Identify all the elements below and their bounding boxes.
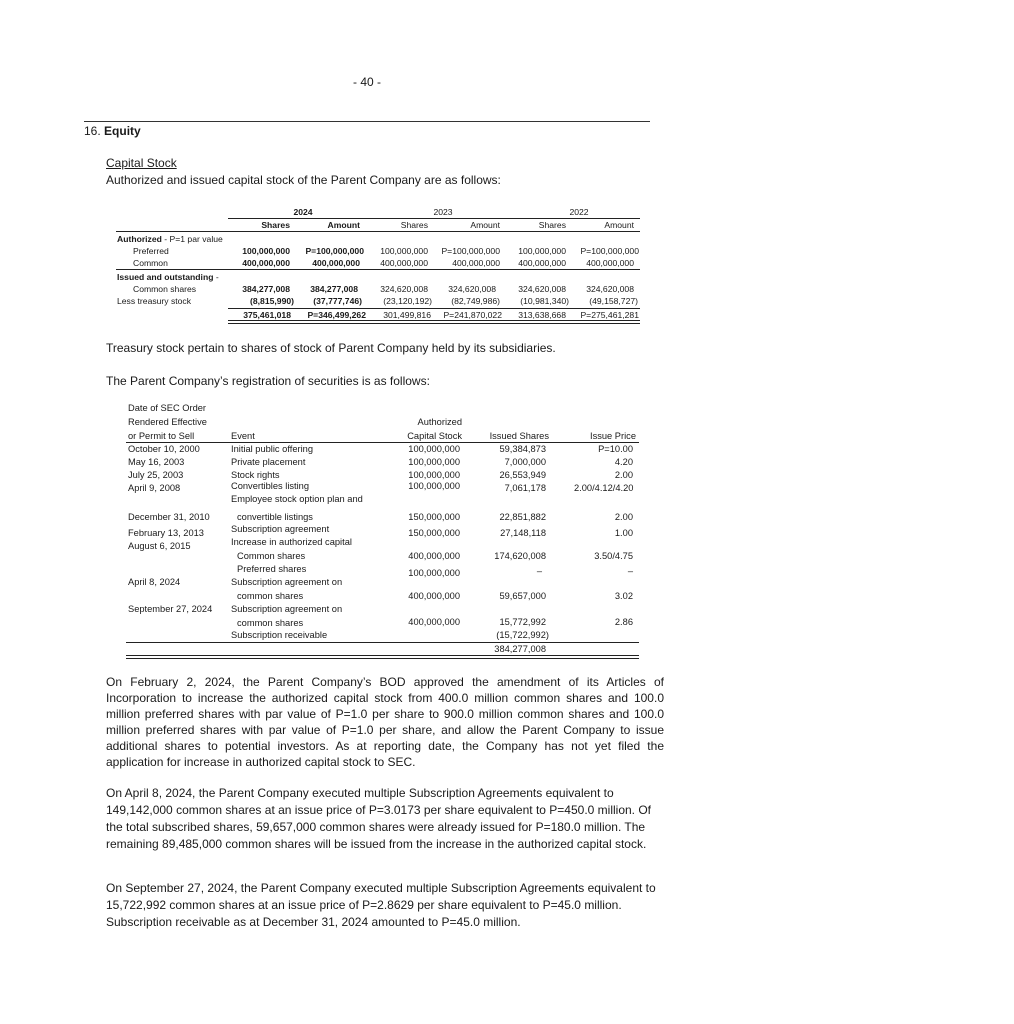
row-event: convertible listings — [237, 512, 313, 522]
cell: (8,815,990) — [250, 296, 294, 306]
row-price: P=10.00 — [598, 444, 633, 454]
cell: 100,000,000 — [518, 246, 566, 256]
cell: 324,620,008 — [448, 284, 496, 294]
page-number: - 40 - — [352, 75, 381, 89]
row-event: Stock rights — [231, 470, 280, 480]
april-paragraph: On April 8, 2024, the Parent Company executed multiple Subscription Agreements equivalent to 149,142,000 common shares at an issue price of P=3.0173 per share equivalent to P=450.0 million. Of the total subscribed shares, 59,657,000 common shares were already issued for P=180.0 million. The remaining 89,485,000 common shares will be issued from the increase in the authorized capital stock. — [106, 786, 652, 851]
header-price: Issue Price — [590, 431, 636, 441]
row-issued: – — [536, 566, 542, 576]
amendment-paragraph: On February 2, 2024, the Parent Company’s BOD approved the amendment of its Articles of Incorporation to increase the authorized capital stock from 400.0 million common shares and 100.0 million preferred shares with par value of P=1.0 per share to 900.0 million common shares and 100.0 million preferred shares with par value of P=1.0 per share, and allow the Parent Company to issue additional shares to potential investors. As at reporting date, the Company has not yet filed the application for increase in authorized capital stock to SEC. — [106, 675, 664, 769]
col-shares-2024: Shares — [261, 220, 290, 230]
header-rule — [84, 121, 650, 122]
cell: 100,000,000 — [242, 246, 290, 256]
authorized-label: Authorized - P=1 par value — [117, 234, 223, 244]
header-auth-l2: Capital Stock — [407, 431, 462, 441]
cell: 301,499,816 — [383, 310, 431, 320]
total-double-rule — [126, 655, 639, 659]
row-auth: 400,000,000 — [408, 551, 460, 561]
row-issued: 15,772,992 — [499, 617, 546, 627]
header-underline — [228, 218, 640, 219]
cell: (49,158,727) — [589, 296, 638, 306]
row-event: common shares — [237, 591, 304, 601]
cell: 324,620,008 — [586, 284, 634, 294]
row-event: Common shares — [237, 551, 306, 561]
cell: P=275,461,281 — [580, 310, 639, 320]
year-header-2023: 2023 — [433, 207, 453, 217]
cell: 400,000,000 — [586, 258, 634, 268]
cell: 384,277,008 — [242, 284, 290, 294]
cell: P=100,000,000 — [305, 246, 364, 256]
registration-intro: The Parent Company’s registration of securities is as follows: — [106, 374, 430, 388]
row-event: Increase in authorized capital — [231, 537, 352, 547]
row-event: common shares — [237, 618, 304, 628]
row-price: 2.00 — [614, 512, 633, 522]
treasury-note: Treasury stock pertain to shares of stock of Parent Company held by its subsidiaries. — [106, 341, 556, 355]
year-header-2024: 2024 — [293, 207, 313, 217]
cell: 400,000,000 — [380, 258, 428, 268]
row-issued: 7,000,000 — [504, 457, 546, 467]
row-event: Subscription receivable — [231, 630, 328, 640]
row-issued: 22,851,882 — [499, 512, 546, 522]
common-label: Common — [133, 258, 168, 268]
col-shares-2022: Shares — [538, 220, 566, 230]
row-price: 4.20 — [614, 457, 633, 467]
row-price: 2.86 — [614, 617, 633, 627]
cell: 324,620,008 — [518, 284, 566, 294]
total-issued: 384,277,008 — [494, 644, 546, 654]
subtotal-rule — [228, 308, 640, 309]
row-auth: 100,000,000 — [408, 481, 460, 491]
row-auth: 400,000,000 — [408, 591, 460, 601]
row-event: Employee stock option plan and — [231, 494, 363, 504]
cell: 375,461,018 — [243, 310, 291, 320]
row-date: July 25, 2003 — [128, 470, 184, 480]
row-auth: 400,000,000 — [408, 617, 460, 627]
row-date: April 9, 2008 — [128, 483, 181, 493]
col-shares-2023: Shares — [400, 220, 428, 230]
header-underline — [126, 442, 639, 443]
issued-label: Issued and outstanding - — [117, 272, 219, 282]
cell: 313,638,668 — [518, 310, 566, 320]
row-issued: 27,148,118 — [500, 528, 546, 538]
total-double-rule — [228, 320, 640, 324]
row-issued: 59,384,873 — [499, 444, 546, 454]
header-auth-l1: Authorized — [417, 417, 462, 427]
header-date-l1: Date of SEC Order — [128, 403, 207, 413]
section-title — [84, 124, 141, 138]
row-issued: (15,722,992) — [496, 630, 549, 640]
total-rule — [126, 642, 639, 643]
row-price: 2.00/4.12/4.20 — [574, 483, 634, 493]
cell: (37,777,746) — [313, 296, 362, 306]
cell: 100,000,000 — [380, 246, 428, 256]
row-price: 3.50/4.75 — [594, 551, 633, 561]
header-event: Event — [231, 431, 255, 441]
authorized-underline — [116, 269, 640, 270]
row-date: May 16, 2003 — [128, 457, 185, 467]
september-paragraph: On September 27, 2024, the Parent Company executed multiple Subscription Agreements equivalent to 15,722,992 common shares at an issue price of P=2.8629 per share equivalent to P=45.0 million. Subscription receivable as at December 31, 2024 amounted to P=45.0 million. — [106, 881, 656, 929]
row-issued: 59,657,000 — [499, 591, 546, 601]
row-date: December 31, 2010 — [128, 512, 210, 522]
cell: 400,000,000 — [312, 258, 360, 268]
cell: P=346,499,262 — [307, 310, 366, 320]
cell: 400,000,000 — [242, 258, 290, 268]
year-header-2022: 2022 — [569, 207, 589, 217]
cell: 384,277,008 — [310, 284, 358, 294]
row-date: February 13, 2013 — [128, 528, 204, 538]
row-issued: 174,620,008 — [494, 551, 546, 561]
col-amount-2022: Amount — [604, 220, 634, 230]
cell: (23,120,192) — [383, 296, 432, 306]
col-amount-2023: Amount — [470, 220, 500, 230]
row-auth: 100,000,000 — [408, 444, 460, 454]
col-amount-2024: Amount — [327, 220, 360, 230]
row-auth: 100,000,000 — [408, 568, 460, 578]
header-date-l3: or Permit to Sell — [128, 431, 195, 441]
section-number: 16. — [84, 124, 101, 138]
section-heading: Equity — [104, 124, 141, 138]
row-issued: 7,061,178 — [504, 483, 546, 493]
row-event: Initial public offering — [231, 444, 314, 454]
cell: 400,000,000 — [452, 258, 500, 268]
row-price: 1.00 — [614, 528, 633, 538]
row-event: Subscription agreement on — [231, 577, 343, 587]
row-auth: 100,000,000 — [408, 470, 460, 480]
cell: (10,981,340) — [520, 296, 569, 306]
cell: P=241,870,022 — [443, 310, 502, 320]
row-date: September 27, 2024 — [128, 604, 213, 614]
row-event: Convertibles listing — [231, 481, 310, 491]
cell: P=100,000,000 — [441, 246, 500, 256]
row-date: August 6, 2015 — [128, 541, 191, 551]
row-event: Subscription agreement — [231, 524, 330, 534]
header-date-l2: Rendered Effective — [128, 417, 207, 427]
row-date: October 10, 2000 — [128, 444, 200, 454]
row-auth: 150,000,000 — [408, 512, 460, 522]
row-price: 3.02 — [614, 591, 633, 601]
row-auth: 150,000,000 — [408, 528, 460, 538]
cell: 400,000,000 — [518, 258, 566, 268]
capital-stock-intro: Authorized and issued capital stock of the Parent Company are as follows: — [106, 173, 501, 187]
cell: P=100,000,000 — [580, 246, 639, 256]
row-event: Preferred shares — [237, 564, 307, 574]
capital-stock-subtitle: Capital Stock — [106, 156, 177, 170]
row-auth: 100,000,000 — [408, 457, 460, 467]
row-event: Subscription agreement on — [231, 604, 343, 614]
row-date: April 8, 2024 — [128, 577, 181, 587]
treasury-label: Less treasury stock — [117, 296, 192, 306]
columns-underline — [116, 231, 640, 232]
header-issued: Issued Shares — [489, 431, 549, 441]
cell: (82,749,986) — [451, 296, 500, 306]
row-issued: 26,553,949 — [499, 470, 546, 480]
row-event: Private placement — [231, 457, 306, 467]
row-price: 2.00 — [614, 470, 633, 480]
preferred-label: Preferred — [133, 246, 169, 256]
row-price: – — [627, 566, 633, 576]
cell: 324,620,008 — [380, 284, 428, 294]
common-shares-label: Common shares — [133, 284, 197, 294]
